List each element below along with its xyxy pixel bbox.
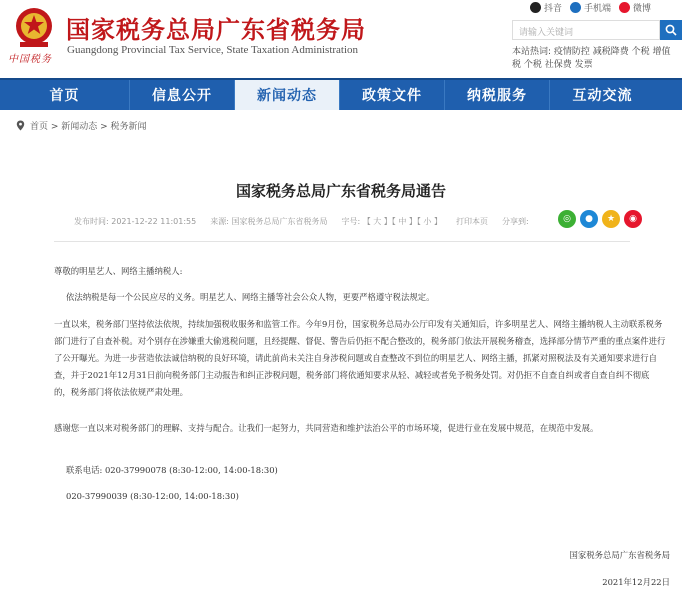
search-input[interactable]: 请输入关键词 (512, 20, 660, 40)
nav-info-disclosure[interactable]: 信息公开 (130, 80, 235, 110)
article-greeting: 尊敬的明星艺人、网络主播纳税人: (54, 266, 183, 276)
site-title[interactable]: 国家税务总局广东省税务局 (66, 16, 366, 44)
nav-policy-files[interactable]: 政策文件 (340, 80, 445, 110)
qzone-share-icon[interactable]: ★ (602, 210, 620, 228)
publish-time: 发布时间: 2021-12-22 11:01:55 (74, 217, 197, 226)
main-nav (0, 78, 682, 110)
search-icon (665, 24, 677, 36)
qq-share-icon[interactable]: ● (580, 210, 598, 228)
share-label: 分享到: (501, 217, 529, 226)
signature-date: 2021年12月22日 (602, 577, 670, 587)
print-link[interactable]: 打印本页 (455, 217, 488, 226)
top-link-weibo[interactable]: 微博 (619, 0, 651, 14)
top-links (530, 0, 659, 14)
contact-phone-1: 联系电话: 020-37990078 (8:30-12:00, 14:00-18:30) (66, 465, 278, 475)
divider (54, 241, 630, 242)
nav-tax-service[interactable]: 纳税服务 (445, 80, 550, 110)
breadcrumb-text[interactable]: 首页 > 新闻动态 > 税务新闻 (30, 122, 147, 132)
article-title: 国家税务总局广东省税务局通告 (235, 182, 446, 200)
article-paragraph-2: 一直以来，税务部门坚持依法依规，持续加强税收服务和监管工作。今年9月份，国家税务总局办公厅印发有关通知后，许多明星艺人、网络主播纳税人主动联系税务部门进行了自查补税。对个别存在涉嫌重大偷逃税问题，且经提醒、督促、警告后仍拒不配合整改的，税务部门依法开展税务稽查，选择部分情节严重的重点案件进行了公开曝光。为进一步营造依法诚信纳税的良好环境，请此前尚未关注自身涉税问题或自查整改不到位的明星艺人、网络主播，抓紧对照税法及有关通知要求进行自查，并于2021年12月31日前向税务部门主动报告和纠正涉税问题，税务部门将依通知要求从轻、减轻或者免予税务处罚。对仍拒不自查自纠或者自查自纠不彻底的，税务部门将依法依规严肃处理。 (54, 319, 666, 397)
article-meta (74, 216, 543, 227)
location-pin-icon (16, 120, 25, 131)
search-button[interactable] (660, 20, 682, 40)
nav-interaction[interactable]: 互动交流 (572, 88, 633, 104)
logo-tagline: 中国税务 (8, 54, 52, 65)
article (0, 140, 682, 595)
site-title-english: Guangdong Provincial Tax Service, State Taxation Administration (67, 44, 359, 56)
font-size-control[interactable]: 字号: 【 大 】【 中 】【 小 】 (341, 217, 442, 226)
article-paragraph-1: 依法纳税是每一个公民应尽的义务。明星艺人、网络主播等社会公众人物，更要严格遵守税法规定。 (66, 292, 435, 302)
phone-icon (570, 2, 581, 13)
top-link-douyin[interactable]: 抖音 (530, 0, 562, 14)
signature-organization: 国家税务总局广东省税务局 (569, 550, 670, 560)
top-link-mobile[interactable]: 手机端 (570, 0, 611, 14)
article-paragraph-3: 感谢您一直以来对税务部门的理解、支持与配合。让我们一起努力，共同营造和维护法治公平的市场环境，促进行业在发展中规范，在规范中发展。 (54, 423, 599, 433)
douyin-icon (530, 2, 541, 13)
hot-words[interactable]: 本站热词: 疫情防控 减税降费 个税 增值税 个税 社保费 发票 (512, 47, 671, 70)
breadcrumb (16, 119, 147, 132)
weibo-share-icon[interactable]: ◉ (624, 210, 642, 228)
article-source: 来源: 国家税务总局广东省税务局 (210, 217, 328, 226)
contact-phone-2: 020-37990039 (8:30-12:00, 14:00-18:30) (66, 491, 239, 501)
share-icons (558, 210, 646, 228)
nav-home[interactable]: 首页 (0, 80, 130, 110)
nav-news[interactable]: 新闻动态 (235, 80, 340, 110)
tax-emblem-icon (10, 6, 58, 50)
site-header (0, 0, 682, 78)
wechat-share-icon[interactable]: ◎ (558, 210, 576, 228)
weibo-icon (619, 2, 630, 13)
